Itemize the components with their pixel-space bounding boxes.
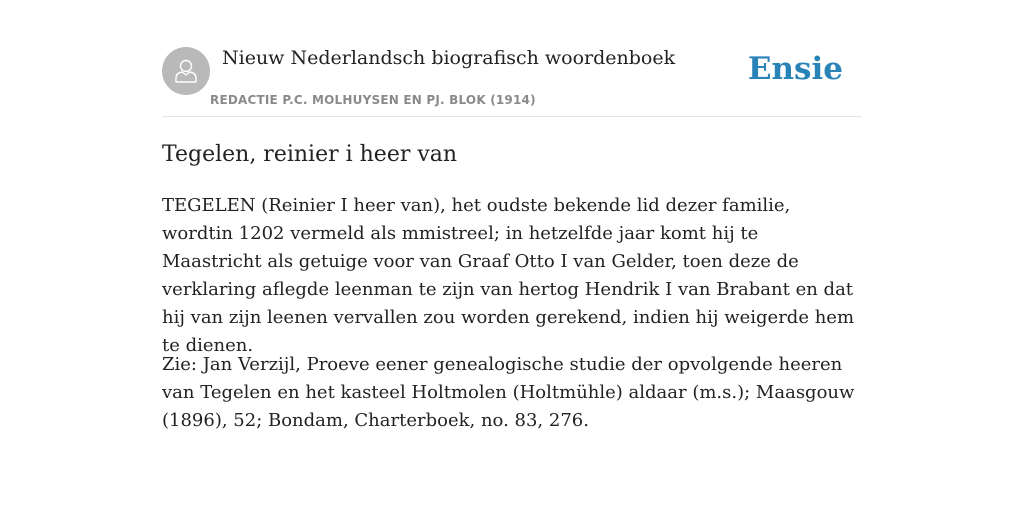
source-header bbox=[162, 0, 862, 117]
entry-title: Tegelen, reinier i heer van bbox=[162, 142, 458, 167]
user-silhouette-icon[interactable] bbox=[162, 47, 210, 95]
entry-card bbox=[162, 0, 862, 431]
entry-references: Zie: Jan Verzijl, Proeve eener genealogische studie der opvolgende heeren van Tegelen en het kasteel Holtmolen (Holtmühle) aldaar (m.s.); Maasgouw (1896), 52; Bondam, Charterboek, no. 83, 276. bbox=[162, 354, 855, 431]
ensie-logo[interactable]: Ensie bbox=[747, 51, 843, 87]
book-editors: REDACTIE P.C. MOLHUYSEN EN PJ. BLOK (1914) bbox=[210, 93, 536, 107]
user-silhouette-icon-glyph bbox=[171, 56, 201, 86]
entry-paragraph: TEGELEN (Reinier I heer van), het oudste bekende lid dezer familie, wordtin 1202 vermeld als mmistreel; in hetzelfde jaar komt hij te Maastricht als getuige voor van Graaf Otto I van Gelder, toen deze de verklaring aflegde leenman te zijn van hertog Hendrik I van Brabant en dat hij van zijn leenen vervallen zou worden gerekend, indien hij weigerde hem te dienen. bbox=[162, 195, 855, 356]
book-title[interactable]: Nieuw Nederlandsch biografisch woordenboek bbox=[222, 47, 676, 69]
